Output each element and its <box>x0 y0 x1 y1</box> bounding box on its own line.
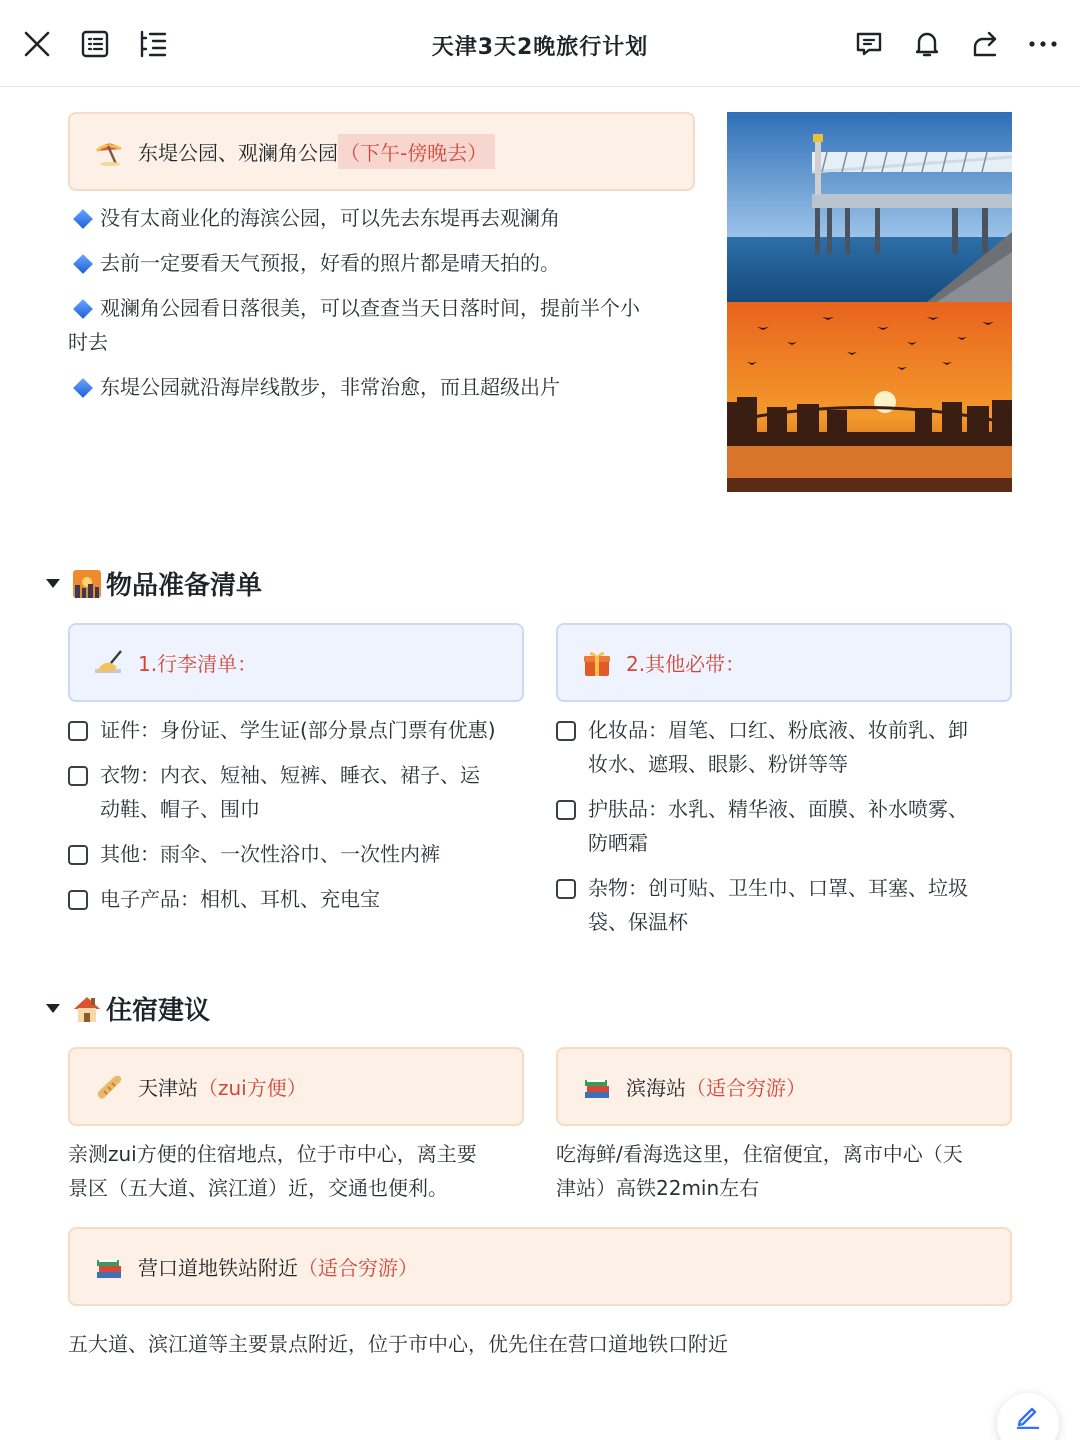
toc-icon[interactable] <box>136 27 170 61</box>
share-icon[interactable] <box>968 27 1002 61</box>
pencil-icon <box>1014 1401 1042 1433</box>
park-notes <box>68 201 698 404</box>
binhai-station-desc: 吃海鲜/看海选这里，住宿便宜，离市中心（天 津站）高铁22min左右 <box>556 1142 963 1200</box>
city-sunset-icon <box>72 569 102 599</box>
list-item: 其他：雨伞、一次性浴巾、一次性内裤 <box>68 837 538 871</box>
park-callout-title: 东堤公园、观澜角公园 <box>138 141 338 165</box>
lodging-tag: （适合穷游） <box>686 1076 806 1100</box>
list-item: 电子产品：相机、耳机、充电宝 <box>68 882 538 916</box>
bell-icon[interactable] <box>910 27 944 61</box>
other-items-checklist <box>556 713 1026 950</box>
bread-icon <box>92 1070 126 1104</box>
close-icon[interactable] <box>20 27 54 61</box>
list-item: 护肤品：水乳、精华液、面膜、补水喷雾、 防晒霜 <box>556 792 1026 860</box>
list-item: 杂物：创可贴、卫生巾、口罩、耳塞、垃圾 袋、保温杯 <box>556 871 1026 939</box>
collapse-caret-icon[interactable] <box>46 1004 60 1013</box>
luggage-list-title: 1.行李清单： <box>138 652 258 676</box>
checkbox[interactable] <box>556 879 576 899</box>
yingkoudao-callout <box>68 1227 1012 1306</box>
checkbox[interactable] <box>556 721 576 741</box>
collapse-caret-icon[interactable] <box>46 579 60 588</box>
other-items-callout <box>556 623 1012 702</box>
page-title: 天津3天2晚旅行计划 <box>431 35 649 60</box>
checkbox[interactable] <box>68 890 88 910</box>
outline-list-icon[interactable] <box>78 27 112 61</box>
lodging-name: 营口道地铁站附近 <box>138 1256 298 1280</box>
packing-heading: 物品准备清单 <box>46 565 262 602</box>
list-item: 证件：身份证、学生证(部分景点门票有优惠) <box>68 713 538 747</box>
list-item: 衣物：内衣、短袖、短裤、睡衣、裙子、运 动鞋、帽子、围巾 <box>68 758 538 826</box>
lodging-name: 滨海站 <box>626 1076 686 1100</box>
checkbox[interactable] <box>68 845 88 865</box>
lodging-heading: 住宿建议 <box>46 990 210 1027</box>
books-icon <box>580 1070 614 1104</box>
tianjin-station-desc: 亲测zui方便的住宿地点，位于市中心，离主要 景区（五大道、滨江道）近，交通也便利。 <box>68 1142 477 1200</box>
list-item: 东堤公园就沿海岸线散步，非常治愈，而且超级出片 <box>68 370 698 404</box>
beach-umbrella-icon <box>92 135 126 169</box>
list-item: 观澜角公园看日落很美，可以查查当天日落时间，提前半个小 时去 <box>68 296 640 354</box>
writing-hand-icon <box>92 646 126 680</box>
blue-diamond-icon <box>73 299 93 319</box>
list-item: 去前一定要看天气预报，好看的照片都是晴天拍的。 <box>68 246 698 280</box>
lodging-tag: （zui方便） <box>198 1076 307 1100</box>
books-icon <box>92 1250 126 1284</box>
seaside-photo[interactable] <box>727 112 1012 492</box>
blue-diamond-icon <box>73 378 93 398</box>
edit-button[interactable] <box>997 1393 1059 1440</box>
lodging-name: 天津站 <box>138 1076 198 1100</box>
park-callout-time: （下午-傍晚去） <box>338 134 495 169</box>
blue-diamond-icon <box>73 209 93 229</box>
checkbox[interactable] <box>556 800 576 820</box>
more-icon[interactable] <box>1026 27 1060 61</box>
blue-diamond-icon <box>73 254 93 274</box>
luggage-list-callout <box>68 623 524 702</box>
tianjin-station-callout <box>68 1047 524 1126</box>
park-callout <box>68 112 695 191</box>
lodging-tag: （适合穷游） <box>298 1256 418 1280</box>
luggage-checklist <box>68 713 538 927</box>
list-item: 没有太商业化的海滨公园，可以先去东堤再去观澜角 <box>68 201 698 235</box>
other-items-title: 2.其他必带： <box>626 652 746 676</box>
gift-icon <box>580 646 614 680</box>
house-icon <box>72 994 102 1024</box>
checkbox[interactable] <box>68 766 88 786</box>
list-item: 化妆品：眉笔、口红、粉底液、妆前乳、卸 妆水、遮瑕、眼影、粉饼等等 <box>556 713 1026 781</box>
comment-icon[interactable] <box>852 27 886 61</box>
top-bar <box>0 0 1080 87</box>
checkbox[interactable] <box>68 721 88 741</box>
binhai-station-callout <box>556 1047 1012 1126</box>
yingkoudao-desc: 五大道、滨江道等主要景点附近，位于市中心，优先住在营口道地铁口附近 <box>68 1332 728 1356</box>
